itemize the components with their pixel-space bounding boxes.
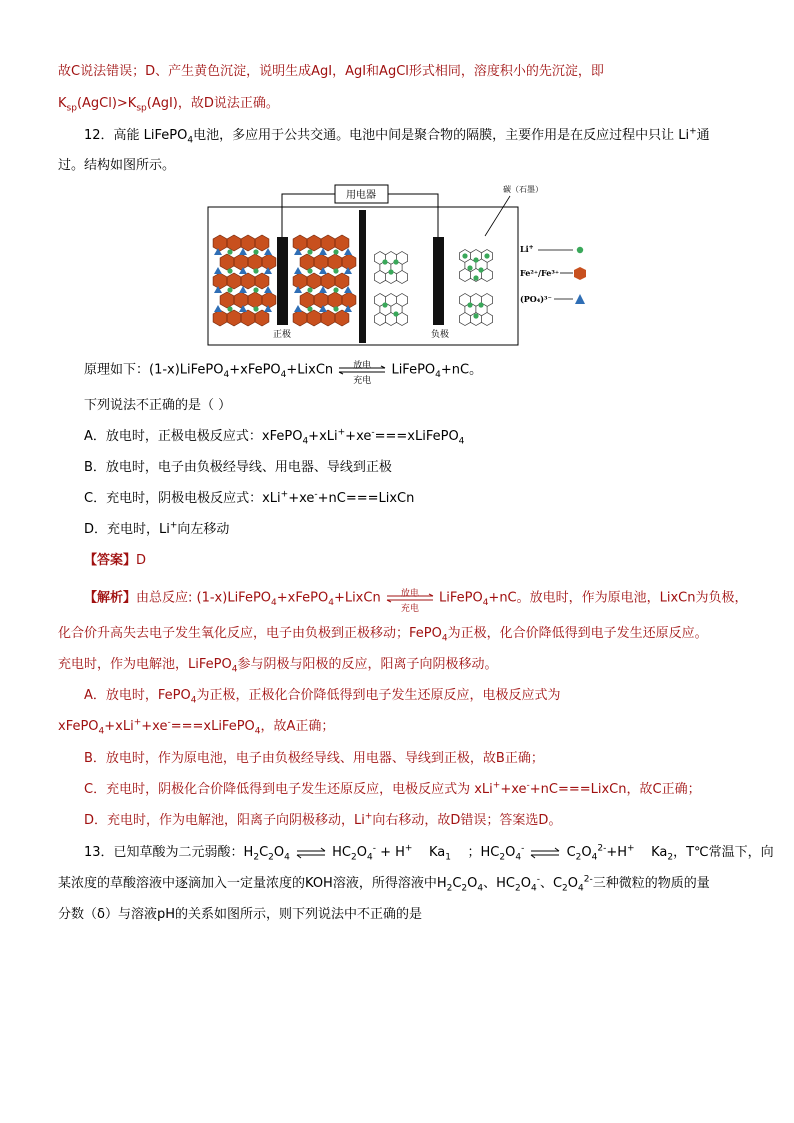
q12-question: 下列说法不正确的是（ ） [84,398,232,413]
fe-octahedron [241,310,255,326]
negative-plate [433,237,444,325]
q12-option-d: D．充电时，Li+向左移动 [84,520,230,537]
fe-octahedron [335,273,349,289]
lifepo4-crystal-mid [293,235,356,326]
fe-octahedron [227,235,241,251]
po4-ion [214,305,222,312]
wire-right [388,194,438,248]
graphite-ring [481,313,492,326]
li-ion [478,267,483,272]
fe-octahedron [234,292,248,308]
li-ion [333,268,338,273]
fe-octahedron [213,235,227,251]
fe-octahedron [255,310,269,326]
li-ion [333,249,338,254]
li-ion [307,249,312,254]
fe-octahedron [342,254,356,270]
fe-octahedron [328,292,342,308]
li-ion [382,259,387,264]
fe-octahedron [227,273,241,289]
fe-octahedron [213,273,227,289]
li-ion [253,268,258,273]
q12-analysis-c: C．充电时，阴极化合价降低得到电子发生还原反应，电极反应式为 xLi++xe-+nC===LixCn，故C正确； [84,780,701,797]
fe-octahedron [314,254,328,270]
li-ion [478,302,483,307]
q12-analysis-line-2: 化合价升高失去电子发生氧化反应，电子由负极到正极移动；FePO$_4$为正极，化合价降低得到电子发生还原反应。 [58,626,708,644]
legend-po4-icon [575,294,585,304]
q13-stem-line-3: 分数（δ）与溶液pH的关系如图所示，则下列说法中不正确的是 [58,907,422,922]
fe-octahedron [220,292,234,308]
equilibrium-arrow-1 [296,848,326,858]
q12-stem-line-1: 12．高能 LiFePO$_4$电池，多应用于公共交通。电池中间是聚合物的隔膜，主要作用是在反应过程中只让 Li+通 [84,126,710,146]
q12-analysis-d: D．充电时，作为电解池，阳离子向阴极移动，Li+向右移动，故D错误；答案选D。 [84,811,562,828]
prev-answer-line-2: $K_{sp}(AgCl)>K_{sp}(AgI)$，故D说法正确。 [58,96,279,114]
po4-ion [294,305,302,312]
fe-octahedron [248,254,262,270]
fe-octahedron [342,292,356,308]
positive-label: 正极 [273,330,292,340]
diagram-legend [518,240,618,315]
legend-po4-label: (PO₄)³⁻ [520,294,552,304]
carbon-pointer [485,196,510,236]
legend-fe-label: Fe²⁺/Fe³⁺ [520,268,560,278]
li-ion [227,249,232,254]
fe-octahedron [262,254,276,270]
q12-option-a: A．放电时，正极电极反应式：xFePO$_4$+xLi++xe-===xLiFePO$_4$ [84,427,465,447]
carbon-label: 碳（石墨） [503,185,543,194]
fe-octahedron [321,310,335,326]
graphite-ring [459,313,470,326]
legend-li-label: Li+ [520,244,534,254]
po4-ion [214,267,222,274]
fe-octahedron [335,235,349,251]
li-ion [462,253,467,258]
fe-octahedron [248,292,262,308]
q13-stem-line-2: 某浓度的草酸溶液中逐滴加入一定量浓度的KOH溶液，所得溶液中$H_2C_2O_4$、$HC_2O_4^-$、$C_2O_4^{2-}$三种微粒的物质的量 [58,874,710,894]
fe-octahedron [307,310,321,326]
li-ion [227,287,232,292]
li-ion [467,265,472,270]
prev-answer-line-1: 故C说法错误；D、产生黄色沉淀，说明生成AgI，AgI和AgCl形式相同，溶度积小的先沉淀，即 [58,64,604,79]
legend-li-icon [577,247,583,253]
fe-octahedron [307,235,321,251]
fe-octahedron [328,254,342,270]
q12-answer: 【答案】D [84,553,147,568]
fe-octahedron [307,273,321,289]
fe-octahedron [220,254,234,270]
li-ion [253,249,258,254]
q12-principle: 原理如下：(1-x)LiFePO$_4$+xFePO$_4$+LixCn 放电 充电 LiFePO$_4$+nC。 [84,361,483,386]
lifepo4-crystal-left [213,235,276,326]
fe-octahedron [314,292,328,308]
fe-octahedron [227,310,241,326]
q12-analysis-a-2: xFePO$_4$+xLi++xe-===xLiFePO$_4$，故A正确； [58,717,335,737]
fe-octahedron [293,235,307,251]
li-ion [388,269,393,274]
device-label: 用电器 [346,190,376,201]
fe-octahedron [293,273,307,289]
q12-analysis-a-1: A．放电时，FePO$_4$为正极，正极化合价降低得到电子发生还原反应，电极反应式为 [84,688,561,706]
li-ion [393,311,398,316]
q12-analysis-line-3: 充电时，作为电解池，LiFePO$_4$参与阴极与阳极的反应，阳离子向阴极移动。 [58,657,498,675]
q12-analysis-line-1: 【解析】由总反应: (1-x)LiFePO$_4$+xFePO$_4$+LixCn 放电 充电 LiFePO$_4$+nC。放电时，作为原电池，LixCn为负极， [84,589,748,614]
q12-option-b: B．放电时，电子由负极经导线、用电器、导线到正极 [84,460,392,475]
fe-octahedron [255,235,269,251]
li-ion [473,275,478,280]
li-ion [333,287,338,292]
graphite-ring [396,271,407,284]
fe-octahedron [335,310,349,326]
li-ion [307,268,312,273]
fe-octahedron [293,310,307,326]
q12-analysis-b: B．放电时，作为原电池，电子由负极经导线、用电器、导线到正极，故B正确； [84,751,544,766]
q12-option-c: C．充电时，阴极电极反应式：xLi++xe-+nC===LixCn [84,489,415,506]
graphite-ring [374,313,385,326]
li-ion [473,313,478,318]
positive-plate [277,237,288,325]
fe-octahedron [300,292,314,308]
fe-octahedron [234,254,248,270]
li-ion [253,287,258,292]
fe-octahedron [255,273,269,289]
reversible-arrow-2: 放电 充电 [385,588,435,608]
li-ion [253,306,258,311]
li-ion [333,306,338,311]
li-ion [473,257,478,262]
fe-octahedron [213,310,227,326]
li-ion [382,302,387,307]
li-ion [227,268,232,273]
po4-ion [294,267,302,274]
separator [359,210,366,343]
li-ion [484,253,489,258]
li-ion [307,306,312,311]
q12-stem-line-2: 过。结构如图所示。 [58,158,176,173]
li-ion [227,306,232,311]
li-ion [393,259,398,264]
equilibrium-arrow-2 [530,848,560,858]
li-ion [307,287,312,292]
li-ion [467,302,472,307]
fe-octahedron [300,254,314,270]
legend-fe-icon [574,267,586,280]
reversible-arrow: 放电 充电 [337,360,387,380]
negative-label: 负极 [431,330,450,340]
q13-stem-line-1: 13．已知草酸为二元弱酸：$H_2C_2O_4$ $HC_2O_4^- + H^+$ $Ka_1$ ；$HC_2O_4^-$ $C_2O_4^{2-}+H^+$ $Ka_2$，T℃常温下，向 [84,843,774,863]
graphite-ring [374,271,385,284]
fe-octahedron [262,292,276,308]
graphite-ring [459,269,470,282]
